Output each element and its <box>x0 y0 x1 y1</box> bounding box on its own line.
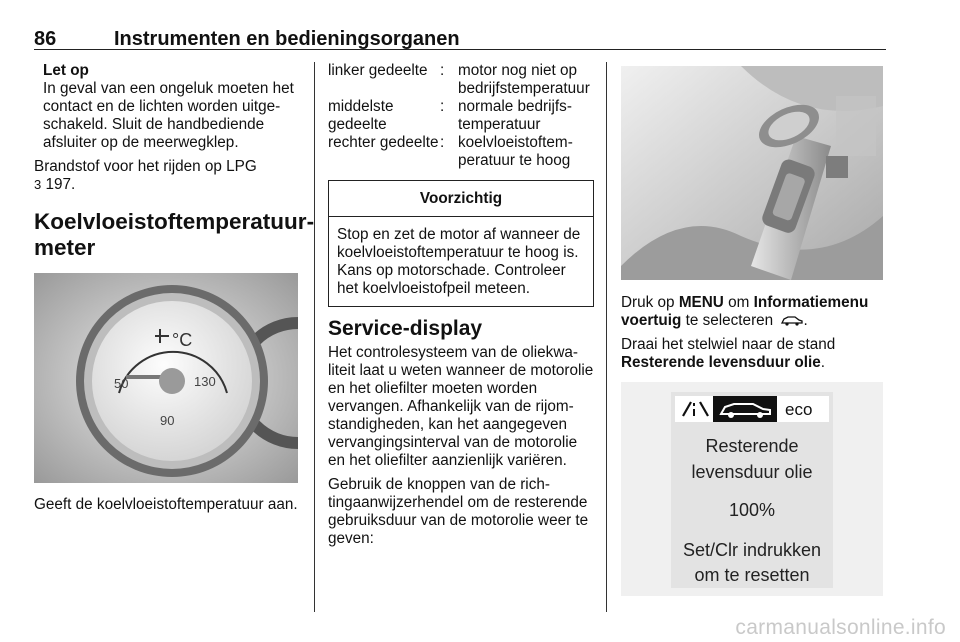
page-ref-icon: 3 <box>34 177 42 192</box>
display-line-3: Set/Clr indrukken <box>682 540 822 560</box>
instruction-text: om <box>723 294 754 311</box>
legend-separator: : <box>440 62 445 79</box>
page-header <box>34 26 886 50</box>
page-number: 86 <box>34 28 57 50</box>
legend-term: linker gedeelte <box>328 62 428 79</box>
legend-description: normale bedrijfstemperatuur <box>458 98 572 133</box>
legend-term: middelste gedeelte <box>328 98 394 133</box>
gauge-tick-right: 130 <box>194 374 216 389</box>
legend-description: koelvloeistoftemperatuur te hoog <box>458 134 573 169</box>
instruction-text: . <box>803 312 808 329</box>
note-text: In geval van een ongeluk moeten het contact en de lichten worden uitgeschakeld. Sluit de handbediende afsluiter op de meerwegklep. <box>43 80 294 151</box>
menu-instruction <box>621 294 885 330</box>
caution-text: Stop en zet de motor af wanneer de koelvloeistoftemperatuur te hoog is. Kans op motorschade. Controleer het koelvloeistofpeil meteen. <box>337 226 581 297</box>
stalk-figure <box>621 66 883 280</box>
column-right <box>621 62 885 596</box>
oil-life-percent: 100% <box>728 500 776 520</box>
column-middle <box>328 62 594 548</box>
caution-box <box>328 180 594 307</box>
oil-life-display <box>621 382 883 596</box>
service-paragraph-2: Gebruik de knoppen van de richtingaanwijzerhendel om de resterende gebruiksduur van de motorolie weer te geven: <box>328 476 589 547</box>
menu-button-label: MENU <box>678 294 724 311</box>
legend-separator: : <box>440 134 445 151</box>
instruction-text: Druk op <box>621 294 679 311</box>
instruction-text: te selecteren <box>681 312 774 329</box>
chapter-title: Instrumenten en bedieningsorganen <box>114 28 460 50</box>
instruction-text: . <box>820 354 826 371</box>
caution-heading: Voorzichtig <box>329 181 593 217</box>
legend-description: motor nog niet op bedrijfstemperatuur <box>458 62 590 97</box>
legend-row <box>328 134 594 170</box>
note-heading: Let op <box>43 62 89 79</box>
gauge-tick-left: 50 <box>114 376 129 391</box>
car-icon <box>781 315 803 326</box>
display-line-2: levensduur olie <box>691 462 813 482</box>
display-line-4: om te resetten <box>694 565 810 585</box>
lpg-ref-page: 197. <box>41 176 76 193</box>
lpg-paragraph <box>34 158 302 194</box>
coolant-gauge-illustration <box>34 273 298 483</box>
note-block <box>34 62 302 152</box>
gauge-unit-label: °C <box>172 330 193 350</box>
column-divider-2 <box>606 62 607 612</box>
instruction-text: Draai het stelwiel naar de stand <box>621 336 836 353</box>
coolant-gauge-figure <box>34 273 298 483</box>
gauge-legend <box>328 62 594 170</box>
gauge-caption: Geeft de koelvloeistoftemperatuur aan. <box>34 496 298 513</box>
service-display-figure <box>621 382 883 596</box>
column-divider-1 <box>314 62 315 612</box>
service-paragraph-1: Het controlesysteem van de oliekwaliteit laat u weten wanneer de motorolie en het oliefilter moeten worden vervangen. Afhankelijk van de rijomstandigheden, kan het aangegeven vervangingsinterval van de motorolie en het oliefilter aanzienlijk variëren. <box>328 344 594 469</box>
legend-row <box>328 98 594 134</box>
section-heading-coolant: Koelvloeistoftemperatuurmeter <box>34 209 315 260</box>
legend-separator: : <box>440 98 445 115</box>
legend-row <box>328 62 594 98</box>
thumbwheel-instruction <box>621 336 885 372</box>
oil-life-label: Resterende levensduur olie <box>621 354 821 371</box>
section-heading-service: Service-display <box>328 317 483 340</box>
legend-term: rechter gedeelte <box>328 134 439 151</box>
column-left <box>34 62 315 514</box>
watermark: carmanualsonline.info <box>735 616 946 639</box>
display-line-1: Resterende <box>705 436 799 456</box>
info-menu-label: Informatiemenu voertuig <box>621 294 869 329</box>
lpg-text: Brandstof voor het rijden op LPG <box>34 158 257 175</box>
eco-label: eco <box>785 400 813 419</box>
gauge-tick-bottom: 90 <box>160 413 175 428</box>
turn-signal-stalk-illustration <box>621 66 883 280</box>
